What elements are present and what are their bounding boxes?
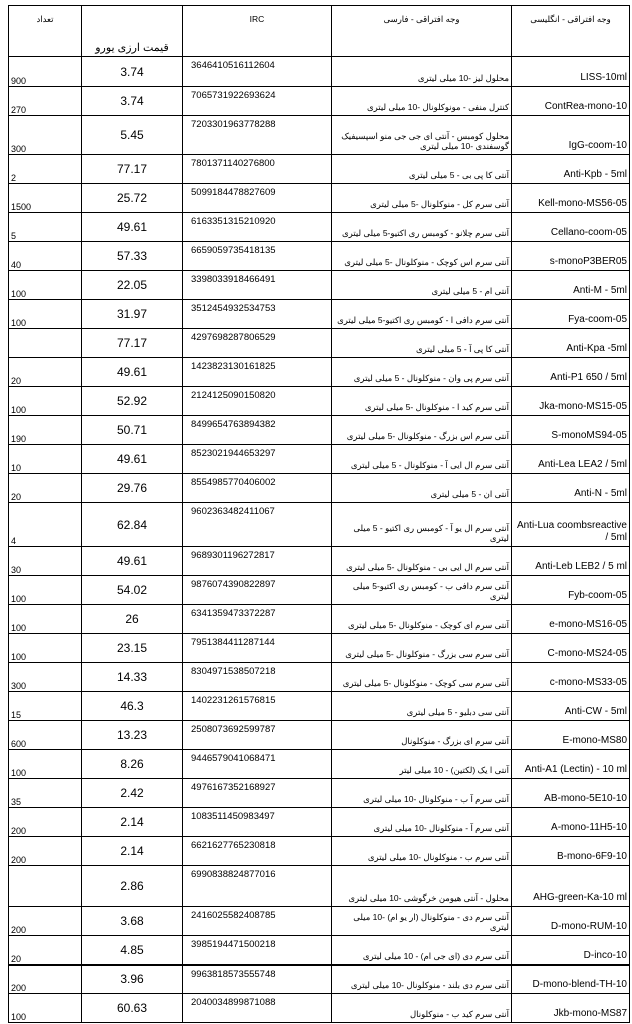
- header-en: وجه افتراقی - انگلیسی: [512, 6, 630, 57]
- cell-price: 77.17: [82, 329, 183, 358]
- cell-count: 270: [9, 87, 82, 116]
- cell-count: 40: [9, 242, 82, 271]
- cell-description-fa: آنتی سرم کل - منوکلونال -5 میلی لیتری: [332, 184, 512, 213]
- cell-irc: 3398033918466491: [183, 271, 332, 300]
- table-row: [9, 416, 630, 445]
- cell-irc: 6621627765230818: [183, 837, 332, 866]
- table-row: [9, 866, 630, 907]
- cell-price: 46.3: [82, 692, 183, 721]
- cell-count: 300: [9, 116, 82, 155]
- cell-description-fa: آنتی کا پی بی - 5 میلی لیتری: [332, 155, 512, 184]
- cell-description-en: LISS-10ml: [512, 57, 630, 87]
- cell-description-fa: محلول لیز -10 میلی لیتری: [332, 57, 512, 87]
- cell-description-fa: آنتی سرم دی - منوکلونال (ار یو ام) -10 میلی لیتری: [332, 907, 512, 936]
- cell-description-fa: آنتی ان - 5 میلی لیتری: [332, 474, 512, 503]
- table-row: [9, 634, 630, 663]
- cell-count: 1500: [9, 184, 82, 213]
- cell-description-en: Anti-Leb LEB2 / 5 ml: [512, 547, 630, 576]
- cell-count: 100: [9, 994, 82, 1023]
- table-row: [9, 445, 630, 474]
- cell-count: 100: [9, 634, 82, 663]
- table-row: [9, 300, 630, 329]
- cell-description-fa: محلول کومبس - آنتی ای جی جی منو اسپسیفیک گوسفندی -10 میلی لیتری: [332, 116, 512, 155]
- cell-description-en: Anti-Lea LEA2 / 5ml: [512, 445, 630, 474]
- cell-description-fa: آنتی سرم ال یو آ - کومبس ری اکتیو - 5 میلی لیتری: [332, 503, 512, 547]
- cell-irc: 1423823130161825: [183, 358, 332, 387]
- cell-count: 200: [9, 965, 82, 994]
- cell-price: 2.14: [82, 837, 183, 866]
- table-row: [9, 779, 630, 808]
- cell-description-en: Kell-mono-MS56-05: [512, 184, 630, 213]
- cell-description-fa: آنتی سرم دافی ا - کومبس ری اکتیو-5 میلی لیتری: [332, 300, 512, 329]
- cell-description-fa: آنتی سی دبلیو - 5 میلی لیتری: [332, 692, 512, 721]
- cell-price: 25.72: [82, 184, 183, 213]
- cell-irc: 8523021944653297: [183, 445, 332, 474]
- cell-description-fa: آنتی کا پی آ - 5 میلی لیتری: [332, 329, 512, 358]
- cell-irc: 6659059735418135: [183, 242, 332, 271]
- cell-irc: 2040034899871088: [183, 994, 332, 1023]
- cell-price: 50.71: [82, 416, 183, 445]
- cell-description-en: Fyb-coom-05: [512, 576, 630, 605]
- cell-irc: 8554985770406002: [183, 474, 332, 503]
- cell-description-fa: آنتی سرم اس بزرگ - منوکلونال -5 میلی لیتری: [332, 416, 512, 445]
- cell-irc: 7203301963778288: [183, 116, 332, 155]
- cell-irc: 5099184478827609: [183, 184, 332, 213]
- cell-irc: 7951384411287144: [183, 634, 332, 663]
- cell-description-fa: آنتی سرم اس کوچک - منوکلونال -5 میلی لیتری: [332, 242, 512, 271]
- table-row: [9, 837, 630, 866]
- cell-description-fa: آنتی سرم کید ب - منوکلونال: [332, 994, 512, 1023]
- price-table: [8, 5, 630, 1023]
- cell-price: 13.23: [82, 721, 183, 750]
- cell-price: 3.74: [82, 57, 183, 87]
- cell-price: 2.86: [82, 866, 183, 907]
- cell-description-en: Cellano-coom-05: [512, 213, 630, 242]
- cell-irc: 9963818573555748: [183, 965, 332, 994]
- cell-count: 15: [9, 692, 82, 721]
- table-row: [9, 692, 630, 721]
- cell-count: 600: [9, 721, 82, 750]
- header-irc: IRC: [183, 6, 332, 57]
- cell-description-en: AB-mono-5E10-10: [512, 779, 630, 808]
- cell-count: 4: [9, 503, 82, 547]
- cell-description-en: Anti-Lua coombsreactive / 5ml: [512, 503, 630, 547]
- cell-description-en: D-mono-blend-TH-10: [512, 965, 630, 994]
- cell-count: 100: [9, 576, 82, 605]
- cell-irc: 6341359473372287: [183, 605, 332, 634]
- cell-count: [9, 866, 82, 907]
- cell-description-en: s-monoP3BER05: [512, 242, 630, 271]
- cell-count: 190: [9, 416, 82, 445]
- cell-description-en: AHG-green-Ka-10 ml: [512, 866, 630, 907]
- table-row: [9, 750, 630, 779]
- cell-description-en: D-inco-10: [512, 936, 630, 965]
- cell-description-en: Anti-P1 650 / 5ml: [512, 358, 630, 387]
- cell-description-en: Anti-M - 5ml: [512, 271, 630, 300]
- cell-count: 200: [9, 907, 82, 936]
- cell-price: 22.05: [82, 271, 183, 300]
- cell-description-en: Anti-Kpb - 5ml: [512, 155, 630, 184]
- cell-count: 100: [9, 300, 82, 329]
- cell-price: 3.68: [82, 907, 183, 936]
- cell-price: 62.84: [82, 503, 183, 547]
- cell-description-en: Anti-Kpa -5ml: [512, 329, 630, 358]
- cell-description-fa: آنتی سرم دی (ای جی ام) - 10 میلی لیتری: [332, 936, 512, 965]
- cell-count: 200: [9, 808, 82, 837]
- cell-count: 20: [9, 358, 82, 387]
- cell-price: 14.33: [82, 663, 183, 692]
- cell-irc: 6163351315210920: [183, 213, 332, 242]
- cell-price: 2.14: [82, 808, 183, 837]
- cell-description-fa: کنترل منفی - مونوکلونال -10 میلی لیتری: [332, 87, 512, 116]
- cell-count: 35: [9, 779, 82, 808]
- cell-description-fa: آنتی سرم آ - منوکلونال -10 میلی لیتری: [332, 808, 512, 837]
- cell-price: 2.42: [82, 779, 183, 808]
- cell-description-fa: آنتی سرم سی بزرگ - منوکلونال -5 میلی لیتری: [332, 634, 512, 663]
- cell-description-fa: آنتی سرم ای بزرگ - منوکلونال: [332, 721, 512, 750]
- cell-description-en: Jka-mono-MS15-05: [512, 387, 630, 416]
- cell-irc: 3985194471500218: [183, 936, 332, 965]
- cell-price: 5.45: [82, 116, 183, 155]
- cell-count: 10: [9, 445, 82, 474]
- cell-count: 20: [9, 936, 82, 965]
- cell-price: 3.96: [82, 965, 183, 994]
- cell-description-en: Anti-CW - 5ml: [512, 692, 630, 721]
- cell-price: 60.63: [82, 994, 183, 1023]
- cell-description-en: B-mono-6F9-10: [512, 837, 630, 866]
- cell-description-en: D-mono-RUM-10: [512, 907, 630, 936]
- table-body: [9, 57, 630, 1023]
- cell-price: 23.15: [82, 634, 183, 663]
- cell-count: 100: [9, 271, 82, 300]
- cell-irc: 2124125090150820: [183, 387, 332, 416]
- cell-count: 900: [9, 57, 82, 87]
- cell-irc: 3646410516112604: [183, 57, 332, 87]
- cell-price: 26: [82, 605, 183, 634]
- cell-price: 77.17: [82, 155, 183, 184]
- cell-irc: 4976167352168927: [183, 779, 332, 808]
- table-row: [9, 87, 630, 116]
- cell-description-fa: آنتی سرم دی بلند - منوکلونال -10 میلی لیتری: [332, 965, 512, 994]
- cell-description-fa: آنتی سرم ال ایی بی - منوکلونال -5 میلی لیتری: [332, 547, 512, 576]
- cell-description-en: Jkb-mono-MS87: [512, 994, 630, 1023]
- table-row: [9, 994, 630, 1023]
- table-row: [9, 116, 630, 155]
- cell-irc: 4297698287806529: [183, 329, 332, 358]
- table-row: [9, 184, 630, 213]
- cell-price: 3.74: [82, 87, 183, 116]
- cell-description-fa: آنتی سرم ای کوچک - منوکلونال -5 میلی لیتری: [332, 605, 512, 634]
- cell-description-en: c-mono-MS33-05: [512, 663, 630, 692]
- cell-price: 4.85: [82, 936, 183, 965]
- table-row: [9, 965, 630, 994]
- cell-count: 100: [9, 750, 82, 779]
- cell-irc: 9876074390822897: [183, 576, 332, 605]
- cell-description-en: Fya-coom-05: [512, 300, 630, 329]
- cell-description-fa: آنتی سرم آ ب - منوکلونال -10 میلی لیتری: [332, 779, 512, 808]
- cell-description-fa: آنتی سرم چلانو - کومبس ری اکتیو-5 میلی لیتری: [332, 213, 512, 242]
- cell-irc: 3512454932534753: [183, 300, 332, 329]
- cell-description-fa: آنتی ام - 5 میلی لیتری: [332, 271, 512, 300]
- table-row: [9, 358, 630, 387]
- cell-description-fa: آنتی سرم ال ایی آ - منوکلونال - 5 میلی لیتری: [332, 445, 512, 474]
- cell-irc: 2416025582408785: [183, 907, 332, 936]
- cell-description-en: A-mono-11H5-10: [512, 808, 630, 837]
- table-row: [9, 936, 630, 965]
- cell-price: 52.92: [82, 387, 183, 416]
- cell-irc: 9602363482411067: [183, 503, 332, 547]
- cell-count: 5: [9, 213, 82, 242]
- cell-description-fa: آنتی سرم سی کوچک - منوکلونال -5 میلی لیتری: [332, 663, 512, 692]
- header-count: تعداد: [9, 6, 82, 57]
- cell-irc: 2508073692599787: [183, 721, 332, 750]
- cell-description-en: S-monoMS94-05: [512, 416, 630, 445]
- cell-price: 49.61: [82, 213, 183, 242]
- cell-description-fa: آنتی سرم دافی ب - کومبس ری اکتیو-5 میلی لیتری: [332, 576, 512, 605]
- table-row: [9, 242, 630, 271]
- table-row: [9, 605, 630, 634]
- table-row: [9, 663, 630, 692]
- table-row: [9, 155, 630, 184]
- cell-irc: 7801371140276800: [183, 155, 332, 184]
- cell-irc: 8499654763894382: [183, 416, 332, 445]
- cell-count: 30: [9, 547, 82, 576]
- cell-price: 31.97: [82, 300, 183, 329]
- table-row: [9, 387, 630, 416]
- header-fa: وجه افتراقی - فارسی: [332, 6, 512, 57]
- cell-description-fa: آنتی ا یک (لکتین) - 10 میلی لیتر: [332, 750, 512, 779]
- table-row: [9, 547, 630, 576]
- table-row: [9, 721, 630, 750]
- cell-description-en: E-mono-MS80: [512, 721, 630, 750]
- cell-description-fa: آنتی سرم ب - منوکلونال -10 میلی لیتری: [332, 837, 512, 866]
- header-price: قیمت ارزی یورو: [82, 6, 183, 57]
- cell-count: 300: [9, 663, 82, 692]
- cell-description-en: Anti-N - 5ml: [512, 474, 630, 503]
- cell-price: 29.76: [82, 474, 183, 503]
- cell-irc: 6990838824877016: [183, 866, 332, 907]
- cell-description-en: ContRea-mono-10: [512, 87, 630, 116]
- table-row: [9, 907, 630, 936]
- cell-price: 54.02: [82, 576, 183, 605]
- cell-description-fa: آنتی سرم پی وان - منوکلونال - 5 میلی لیتری: [332, 358, 512, 387]
- cell-description-en: IgG-coom-10: [512, 116, 630, 155]
- cell-price: 8.26: [82, 750, 183, 779]
- cell-price: 49.61: [82, 445, 183, 474]
- cell-count: 100: [9, 387, 82, 416]
- cell-count: 200: [9, 837, 82, 866]
- cell-description-en: C-mono-MS24-05: [512, 634, 630, 663]
- table-row: [9, 329, 630, 358]
- cell-count: 2: [9, 155, 82, 184]
- cell-description-en: Anti-A1 (Lectin) - 10 ml: [512, 750, 630, 779]
- cell-irc: 9689301196272817: [183, 547, 332, 576]
- cell-price: 49.61: [82, 547, 183, 576]
- cell-price: 49.61: [82, 358, 183, 387]
- cell-description-en: e-mono-MS16-05: [512, 605, 630, 634]
- table-row: [9, 503, 630, 547]
- table-row: [9, 57, 630, 87]
- cell-description-fa: محلول - آنتی هیومن خرگوشی -10 میلی لیتری: [332, 866, 512, 907]
- cell-count: 20: [9, 474, 82, 503]
- cell-description-fa: آنتی سرم کید ا - منوکلونال -5 میلی لیتری: [332, 387, 512, 416]
- table-row: [9, 271, 630, 300]
- header-row: [9, 6, 630, 57]
- cell-count: [9, 329, 82, 358]
- cell-irc: 8304971538507218: [183, 663, 332, 692]
- cell-count: 100: [9, 605, 82, 634]
- cell-irc: 1083511450983497: [183, 808, 332, 837]
- cell-irc: 9446579041068471: [183, 750, 332, 779]
- cell-irc: 1402231261576815: [183, 692, 332, 721]
- table-row: [9, 213, 630, 242]
- table-row: [9, 576, 630, 605]
- cell-irc: 7065731922693624: [183, 87, 332, 116]
- cell-price: 57.33: [82, 242, 183, 271]
- table-row: [9, 808, 630, 837]
- table-row: [9, 474, 630, 503]
